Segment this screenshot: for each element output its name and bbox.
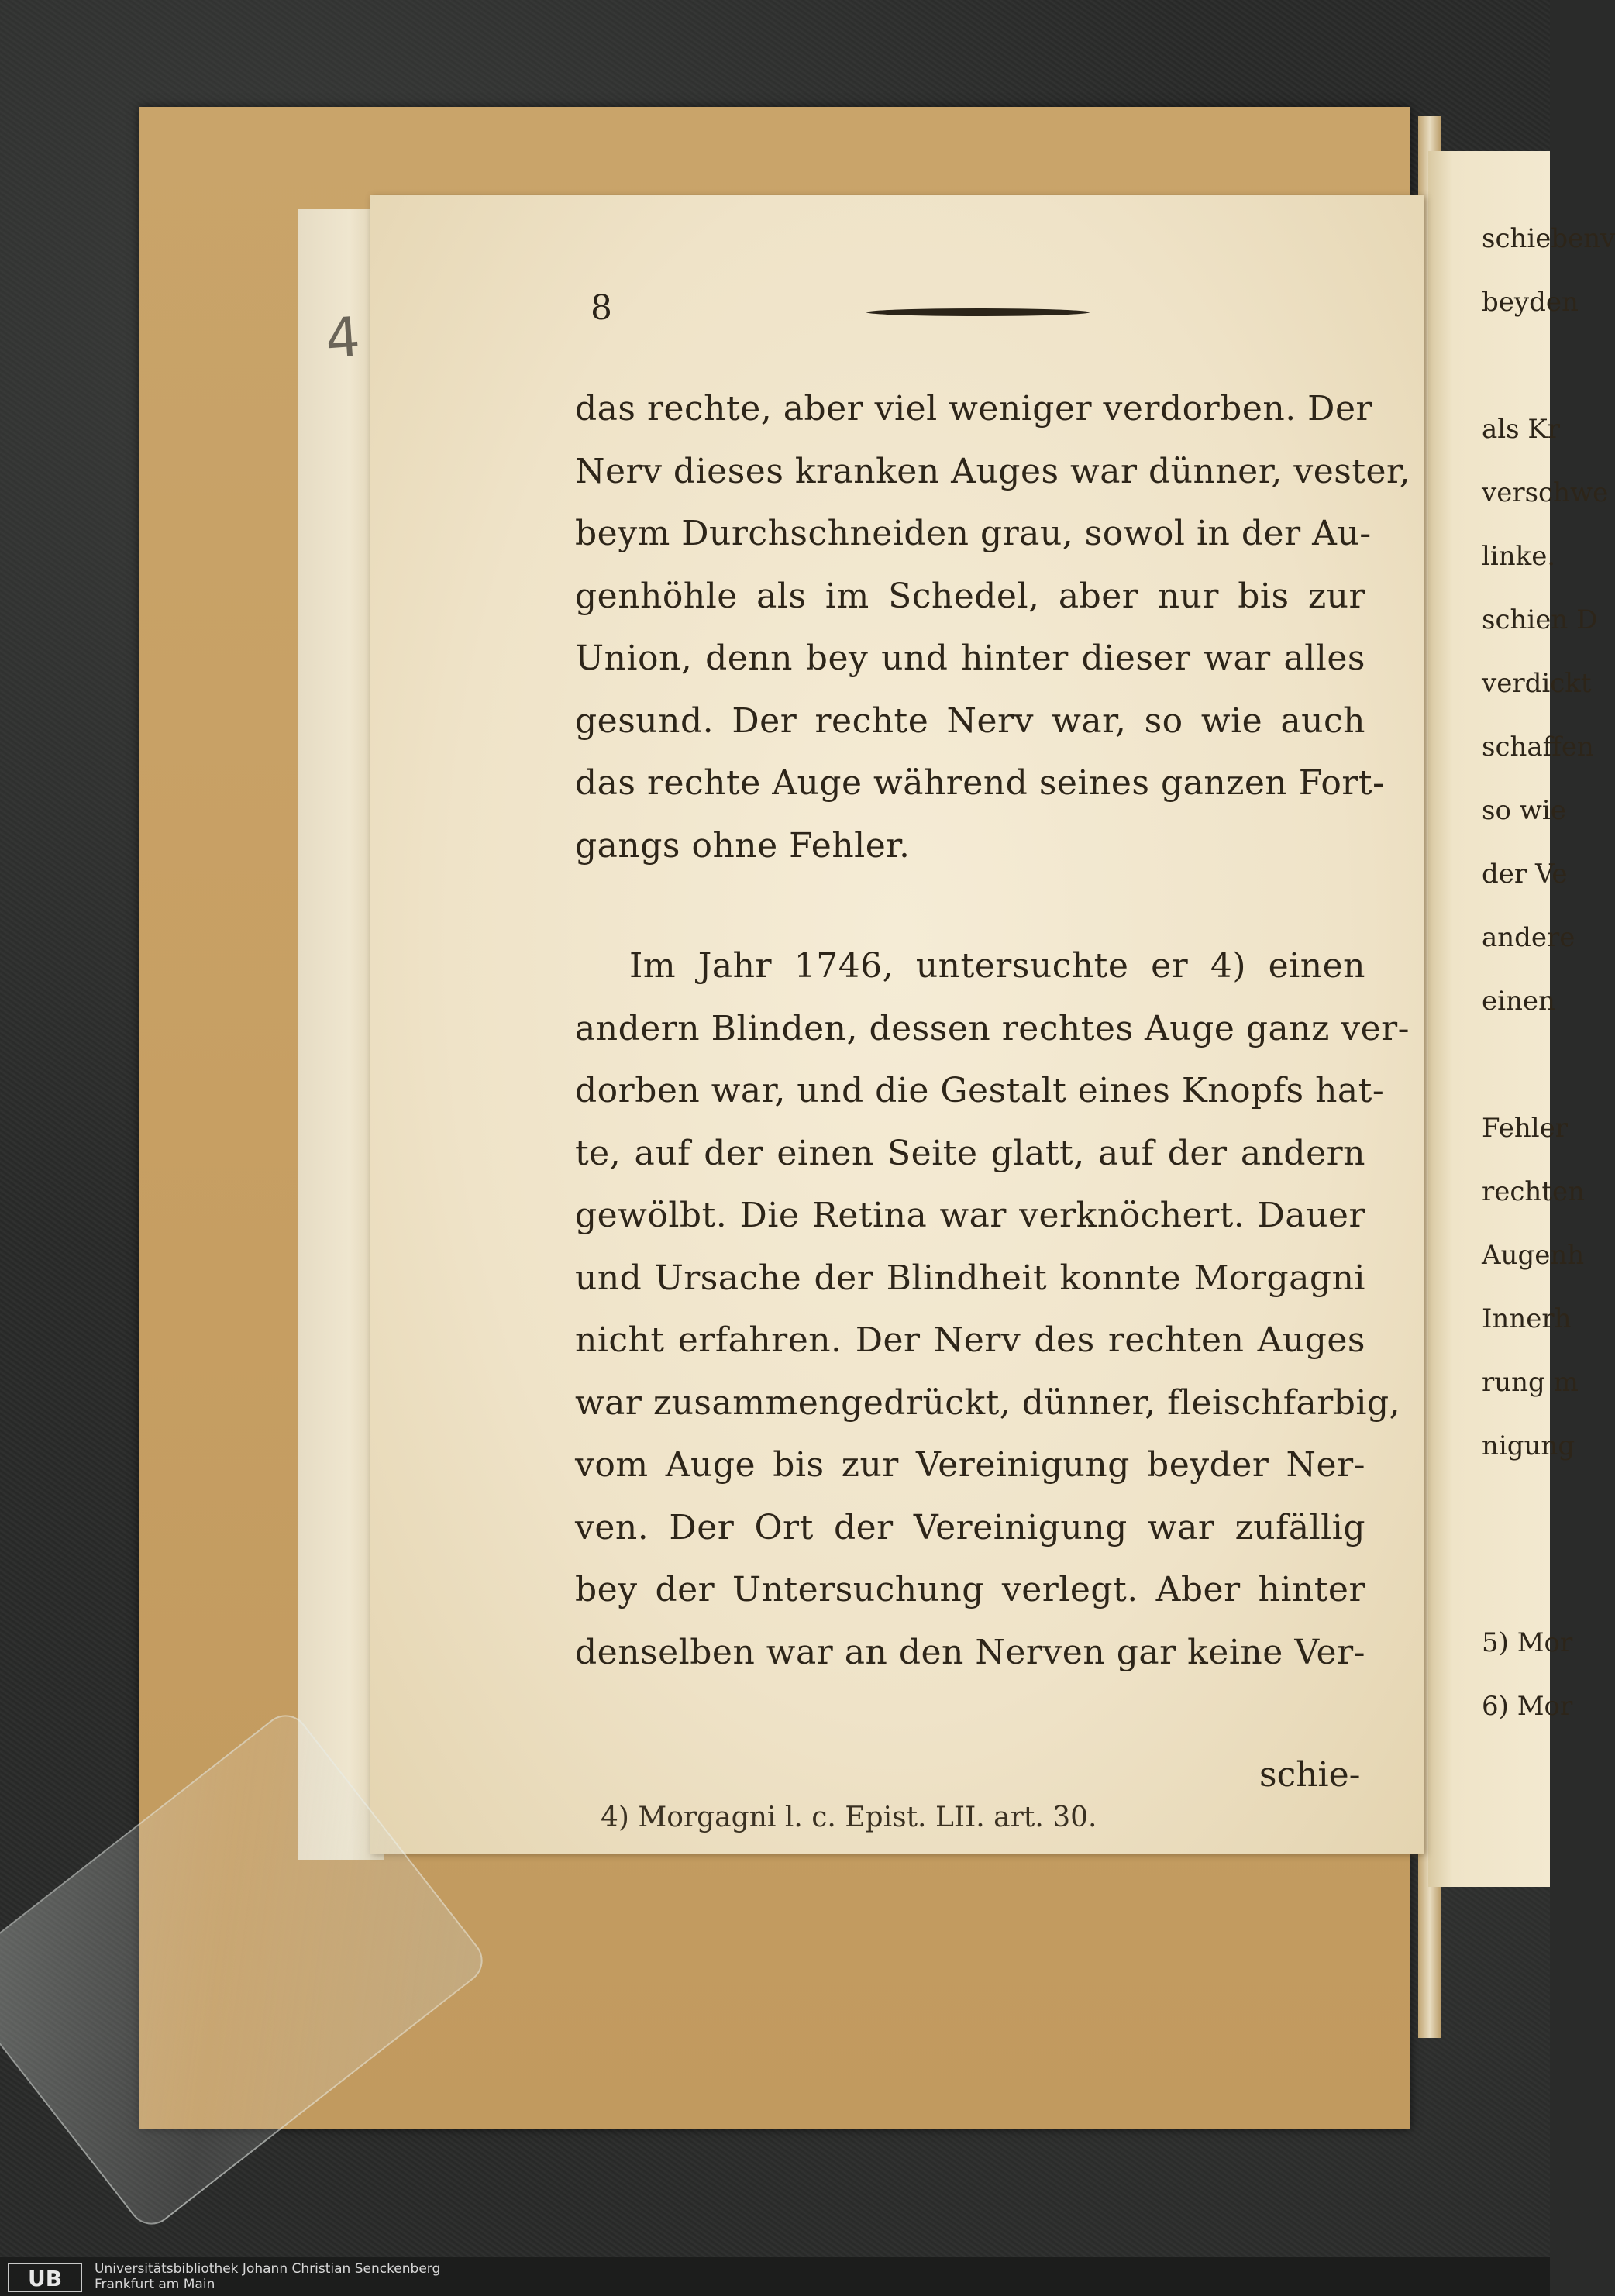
ub-logo: UB — [8, 2263, 82, 2292]
facing-text-line: linke. — [1482, 541, 1556, 572]
facing-page — [1428, 151, 1550, 1887]
facing-text-line: verschwe — [1482, 477, 1609, 508]
catchword: schie- — [1259, 1755, 1361, 1795]
text-line: bey der Untersuchung verlegt. Aber hinter — [575, 1570, 1365, 1609]
text-line: andern Blinden, dessen rechtes Auge ganz ver- — [575, 1008, 1410, 1048]
text-line: und Ursache der Blindheit konnte Morgagni — [575, 1258, 1365, 1298]
text-line: das rechte Auge während seines ganzen Fort- — [575, 763, 1385, 803]
text-line: gewölbt. Die Retina war verknöchert. Dauer — [575, 1196, 1365, 1235]
facing-text-line: beyden — [1482, 287, 1579, 318]
pencil-mark: 4 — [323, 305, 363, 371]
text-line: Im Jahr 1746, untersuchte er 4) einen — [629, 946, 1365, 986]
facing-text-line: verdickt — [1482, 668, 1592, 699]
facing-text-line: der Ve — [1482, 859, 1568, 890]
text-line: nicht erfahren. Der Nerv des rechten Auges — [575, 1320, 1365, 1360]
facing-text-line: so wie — [1482, 795, 1566, 826]
text-line: genhöhle als im Schedel, aber nur bis zur — [575, 576, 1365, 616]
facing-text-line: als Kr — [1482, 414, 1561, 445]
facing-text-line: rung m — [1482, 1367, 1579, 1398]
facing-text-line: Innerh — [1482, 1303, 1572, 1334]
facing-text-line: schien D — [1482, 604, 1598, 635]
text-line: ven. Der Ort der Vereinigung war zufällig — [575, 1507, 1365, 1547]
facing-text-line: 5) Mor — [1482, 1627, 1573, 1658]
facing-text-line: andere — [1482, 922, 1575, 953]
text-line: denselben war an den Nerven gar keine Ver- — [575, 1632, 1365, 1672]
text-line: das rechte, aber viel weniger verdorben. Der — [575, 389, 1373, 429]
text-line: te, auf der einen Seite glatt, auf der andern — [575, 1133, 1365, 1173]
facing-text-line: Augenh — [1482, 1240, 1585, 1271]
text-line: gangs ohne Fehler. — [575, 825, 911, 866]
text-line: beym Durchschneiden grau, sowol in der Au- — [575, 514, 1372, 553]
text-line: Union, denn bey und hinter dieser war alles — [575, 639, 1365, 678]
text-line: Nerv dieses kranken Auges war dünner, vester, — [575, 451, 1411, 491]
text-line: dorben war, und die Gestalt eines Knopfs hat- — [575, 1071, 1385, 1110]
facing-text-line: Fehler — [1482, 1113, 1568, 1144]
footer-credit — [95, 2261, 440, 2292]
footer-institution: Universitätsbibliothek Johann Christian Senckenberg — [95, 2261, 441, 2277]
facing-text-line: schaffen — [1482, 731, 1594, 762]
footnote: 4) Morgagni l. c. Epist. LII. art. 30. — [601, 1802, 1097, 1833]
facing-text-line: 6) Mor — [1482, 1691, 1573, 1722]
text-line: vom Auge bis zur Vereinigung beyder Ner- — [575, 1445, 1365, 1485]
facing-text-line: nigung — [1482, 1430, 1575, 1461]
text-line: gesund. Der rechte Nerv war, so wie auch — [575, 701, 1365, 741]
text-line: war zusammengedrückt, dünner, fleischfarbig, — [575, 1382, 1401, 1423]
page-number: 8 — [591, 288, 612, 328]
facing-text-line: schiebenv — [1482, 223, 1615, 254]
facing-text-line: rechten — [1482, 1176, 1585, 1207]
footer-city: Frankfurt am Main — [95, 2277, 215, 2292]
facing-text-line: einen — [1482, 986, 1555, 1017]
header-rule — [866, 308, 1090, 316]
